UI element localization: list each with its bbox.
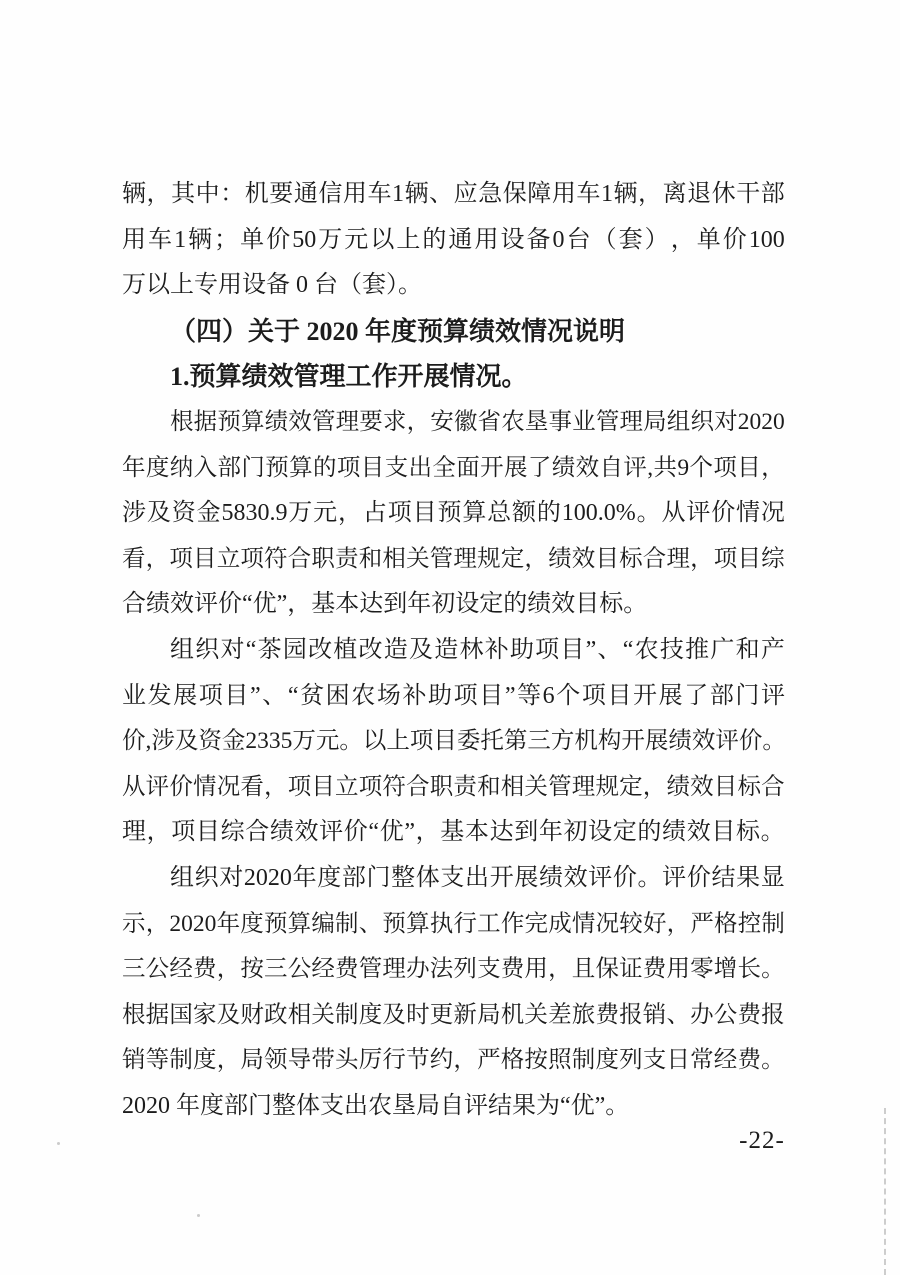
text-line: 三 公 经 费 ， 按 三 公 经 费 管 理 办 法 列 支 费 用 ， 且 保 证 费 用 零 增 长 。	[122, 956, 785, 983]
text-line: 从 评 价 情 况 看 ， 项 目 立 项 符 合 职 责 和 相 关 管 理 规 定 ， 绩 效 目 标 合	[122, 773, 785, 800]
heading-line: 1.预算绩效管理工作开展情况。	[170, 362, 528, 392]
text-line: 销 等 制 度 ， 局 领 导 带 头 厉 行 节 约 ， 严 格 按 照 制 度 列 支 日 常 经 费 。	[122, 1047, 785, 1074]
text-line: 用 车 1 辆 ； 单 价 50 万 元 以 上 的 通 用 设 备 0 台 （ 套 ） ， 单 价 100	[122, 226, 785, 253]
text-line: 理 ， 项 目 综 合 绩 效 评 价 “ 优 ” ， 基 本 达 到 年 初 设 定 的 绩 效 目 标 。	[122, 819, 785, 846]
text-line: 合绩效评价“优”，基本达到年初设定的绩效目标。	[122, 591, 648, 618]
text-line: 年 度 纳 入 部 门 预 算 的 项 目 支 出 全 面 开 展 了 绩 效 自 评 , 共 9 个 项 目 ，	[122, 454, 785, 481]
scan-speck	[57, 1142, 60, 1145]
heading-line: （四）关于 2020 年度预算绩效情况说明	[170, 316, 626, 346]
page-number: -22-	[739, 1127, 785, 1154]
scan-speck	[197, 1214, 200, 1217]
text-line: 根 据 国 家 及 财 政 相 关 制 度 及 时 更 新 局 机 关 差 旅 费 报 销 、 办 公 费 报	[122, 1001, 785, 1028]
text-line: 组 织 对 2020 年 度 部 门 整 体 支 出 开 展 绩 效 评 价 。 评 价 结 果 显	[170, 864, 785, 891]
text-line: 辆 ， 其 中 ： 机 要 通 信 用 车 1 辆 、 应 急 保 障 用 车 1 辆 ， 离 退 休 干 部	[122, 181, 785, 207]
text-line: 看 ， 项 目 立 项 符 合 职 责 和 相 关 管 理 规 定 ， 绩 效 目 标 合 理 ， 项 目 综	[122, 545, 785, 572]
text-line: 万以上专用设备 0 台（套）。	[122, 272, 422, 299]
text-line: 根 据 预 算 绩 效 管 理 要 求 ， 安 徽 省 农 垦 事 业 管 理 局 组 织 对 2020	[170, 408, 785, 435]
text-line: 示 ， 2020 年 度 预 算 编 制 、 预 算 执 行 工 作 完 成 情 况 较 好 ， 严 格 控 制	[122, 910, 785, 937]
text-line: 业 发 展 项 目 ” 、 “ 贫 困 农 场 补 助 项 目 ” 等 6 个 项 目 开 展 了 部 门 评	[122, 682, 785, 709]
text-line: 价 , 涉 及 资 金 2335 万 元 。 以 上 项 目 委 托 第 三 方 机 构 开 展 绩 效 评 价 。	[122, 728, 786, 755]
document-body	[122, 172, 785, 1129]
text-line: 涉 及 资 金 5830.9 万 元 ， 占 项 目 预 算 总 额 的 100.0% 。 从 评 价 情 况	[122, 500, 785, 527]
scan-artifact-dashed-line	[884, 1108, 886, 1275]
text-line: 2020 年度部门整体支出农垦局自评结果为“优”。	[122, 1092, 630, 1119]
text-line: 组 织 对 “ 茶 园 改 植 改 造 及 造 林 补 助 项 目 ” 、 “ 农 技 推 广 和 产	[170, 636, 785, 663]
